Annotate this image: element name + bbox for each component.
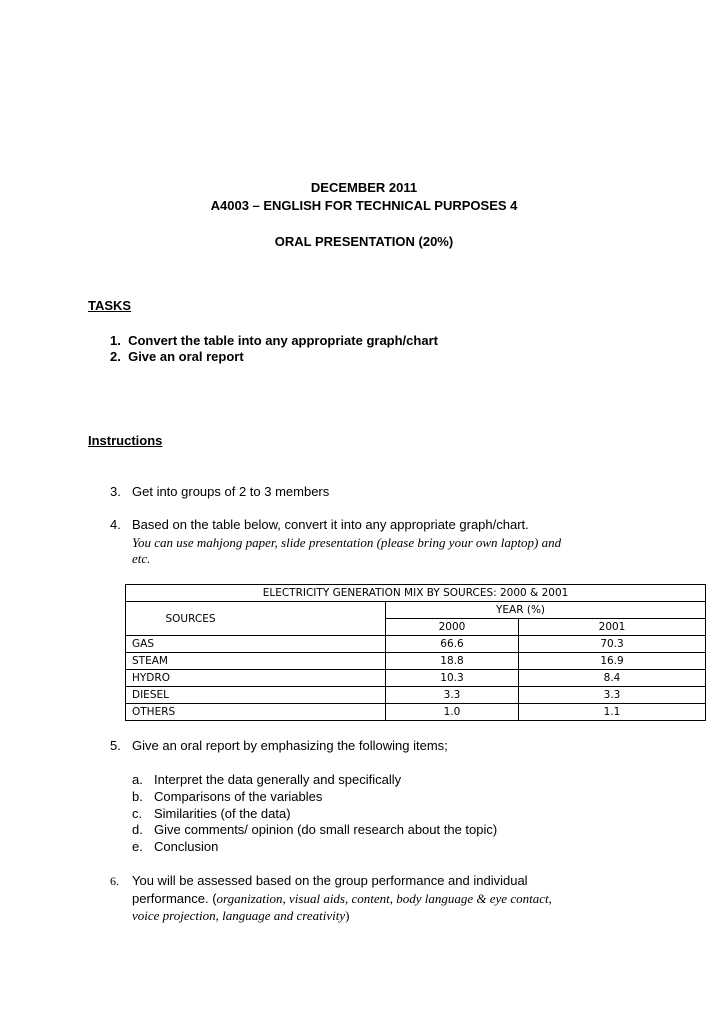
- subitem-letter: e.: [132, 839, 143, 854]
- instruction-num: 3.: [110, 484, 121, 499]
- year-2001-header: 2001: [519, 619, 706, 636]
- course-title: A4003 – ENGLISH FOR TECHNICAL PURPOSES 4: [210, 198, 518, 213]
- task-item-1: [110, 333, 438, 348]
- source-cell: GAS: [126, 636, 386, 653]
- table-row: [126, 653, 706, 670]
- value-2000-cell: 10.3: [386, 670, 519, 687]
- subitem-letter: c.: [132, 806, 143, 821]
- value-2001-cell: 1.1: [519, 704, 706, 721]
- subitem-text: Interpret the data generally and specifically: [154, 772, 402, 787]
- performance-text: performance. (: [132, 891, 217, 906]
- value-2001-cell: 8.4: [519, 670, 706, 687]
- sources-label: SOURCES: [165, 612, 216, 625]
- value-2001-cell: 16.9: [519, 653, 706, 670]
- source-cell: OTHERS: [126, 704, 386, 721]
- subitem-text: Comparisons of the variables: [154, 789, 323, 804]
- instruction-item-3: [110, 484, 121, 499]
- subitem-text: Conclusion: [154, 839, 219, 854]
- instructions-heading: Instructions: [88, 433, 163, 448]
- task-text: Give an oral report: [128, 349, 244, 364]
- task-num: 1.: [110, 333, 121, 348]
- instruction-text-6-line2: [132, 890, 552, 908]
- document-date: DECEMBER 2011: [310, 180, 418, 195]
- value-2000-cell: 18.8: [386, 653, 519, 670]
- electricity-mix-table: [125, 584, 706, 721]
- subitem-text: Similarities (of the data): [154, 806, 291, 821]
- instruction-text-3: Get into groups of 2 to 3 members: [132, 484, 330, 499]
- table-row: [126, 670, 706, 687]
- table-header-row: [126, 602, 706, 619]
- table-row: [126, 704, 706, 721]
- instruction-text-4: Based on the table below, convert it into any appropriate graph/chart.: [132, 517, 529, 532]
- instruction-num-4: 4.: [110, 517, 121, 532]
- year-header: YEAR (%): [386, 602, 706, 619]
- instruction-num-5: 5.: [110, 738, 121, 753]
- criteria-text-2: voice projection, language and creativity: [132, 908, 346, 923]
- task-text: Convert the table into any appropriate graph/chart: [128, 333, 438, 348]
- instruction-text-6-line3: [132, 907, 349, 925]
- instruction-note-line2: etc.: [132, 551, 151, 566]
- criteria-text-1: organization, visual aids, content, body language & eye contact,: [216, 891, 552, 906]
- value-2000-cell: 66.6: [386, 636, 519, 653]
- instruction-text-5: Give an oral report by emphasizing the following items;: [132, 738, 448, 753]
- subitem-text: Give comments/ opinion (do small research about the topic): [154, 822, 498, 837]
- value-2000-cell: 1.0: [386, 704, 519, 721]
- instruction-num-6: 6.: [110, 874, 119, 888]
- table-title-row: [126, 585, 706, 602]
- source-cell: DIESEL: [126, 687, 386, 704]
- table-row: [126, 687, 706, 704]
- sources-header: [126, 602, 386, 636]
- table-title: ELECTRICITY GENERATION MIX BY SOURCES: 2000 & 2001: [126, 585, 706, 602]
- task-num: 2.: [110, 349, 121, 364]
- source-cell: HYDRO: [126, 670, 386, 687]
- subitem-letter: a.: [132, 772, 143, 787]
- value-2001-cell: 3.3: [519, 687, 706, 704]
- instruction-note-line1: You can use mahjong paper, slide presentation (please bring your own laptop) and: [132, 535, 562, 550]
- assessment-title: ORAL PRESENTATION (20%): [274, 234, 454, 249]
- subitem-letter: b.: [132, 789, 143, 804]
- closing-paren: ): [345, 908, 350, 923]
- table-row: [126, 636, 706, 653]
- instruction-text-6-line1: You will be assessed based on the group performance and individual: [132, 873, 528, 888]
- task-item-2: [110, 349, 244, 364]
- source-cell: STEAM: [126, 653, 386, 670]
- value-2001-cell: 70.3: [519, 636, 706, 653]
- subitem-letter: d.: [132, 822, 143, 837]
- value-2000-cell: 3.3: [386, 687, 519, 704]
- year-2000-header: 2000: [386, 619, 519, 636]
- tasks-heading: TASKS: [88, 298, 132, 313]
